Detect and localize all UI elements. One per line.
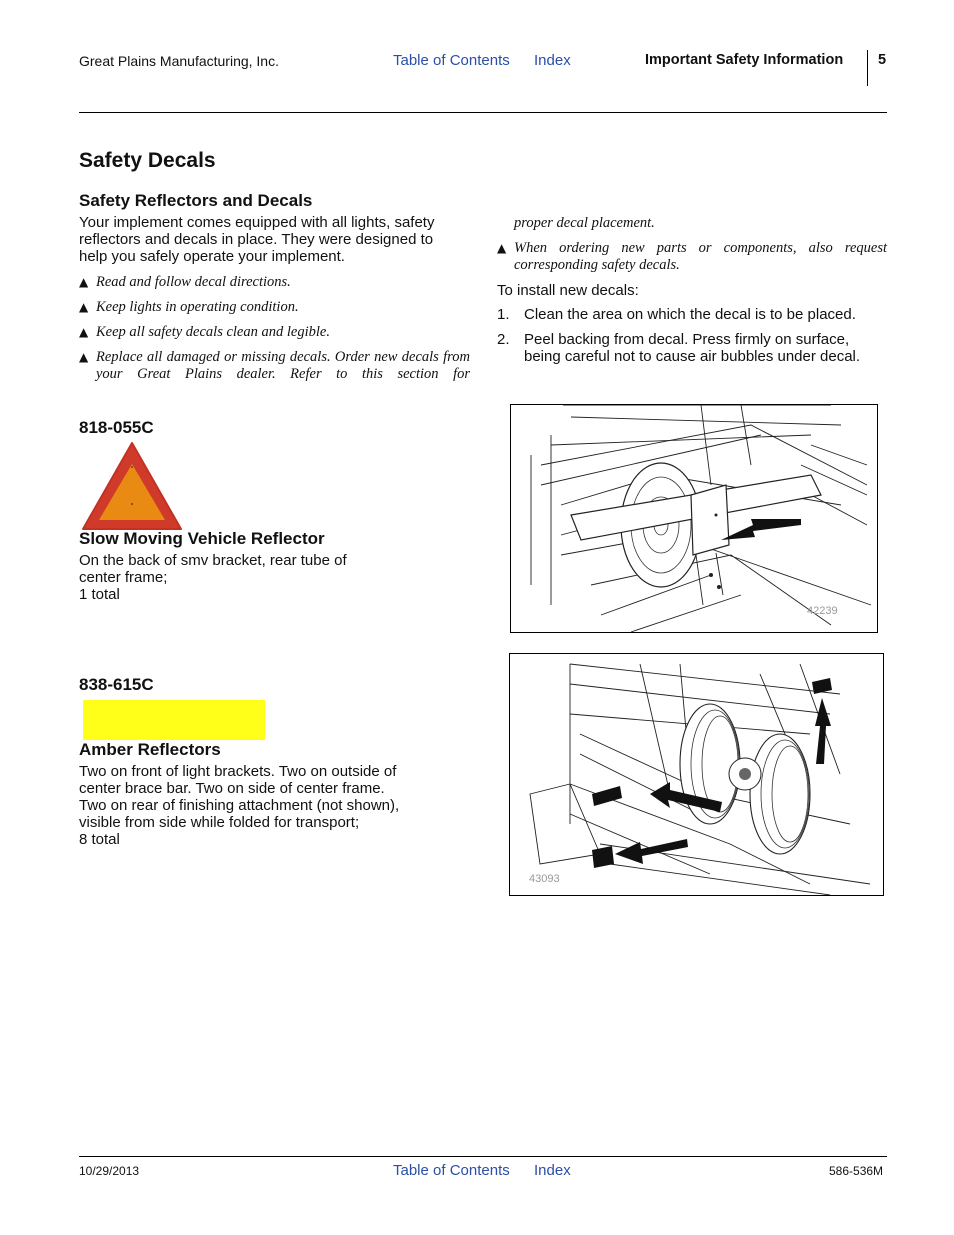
page-number: 5 [878,52,887,68]
smv-reflector-icon [80,440,184,532]
warning-triangle-icon: ▲ [79,275,89,289]
index-link-footer[interactable]: Index [534,1162,571,1179]
decal-description: Two on front of light brackets. Two on outside of center brace bar. Two on side of center frame. Two on rear of finishing attachment (not shown), visible from side while folded for transport; 8 total [79,763,400,848]
warning-triangle-icon: ▲ [497,241,507,255]
figure-amber-locations [509,653,884,896]
decal-name: Slow Moving Vehicle Reflector [79,529,325,548]
decal-name: Amber Reflectors [79,740,221,759]
toc-link-footer[interactable]: Table of Contents [393,1162,510,1179]
warning-triangle-icon: ▲ [79,325,89,339]
figure-smv-location [510,404,878,633]
section-title: Important Safety Information [645,52,844,68]
page-title: Safety Decals [79,149,216,172]
warning-triangle-icon: ▲ [79,350,89,364]
header-divider [867,50,868,86]
warning-triangle-icon: ▲ [79,300,89,314]
step-text: Peel backing from decal. Press firmly on surface, being careful not to cause air bubbles under decal. [524,331,861,365]
subsection-heading: Safety Reflectors and Decals [79,191,313,210]
intro-paragraph: Your implement comes equipped with all lights, safety reflectors and decals in place. They were designed to help you safely operate your implement. [79,214,435,265]
footer-date: 10/29/2013 [79,1164,140,1178]
figure-number: 42239 [807,605,838,617]
decal-part-number: 838-615C [79,675,154,694]
step-number: 2. [497,331,510,348]
bullet-continuation: proper decal placement. [514,215,655,231]
index-link-header[interactable]: Index [534,52,571,69]
company-name: Great Plains Manufacturing, Inc. [79,53,279,69]
figure-number: 43093 [529,873,560,885]
step-number: 1. [497,306,510,323]
decal-description: On the back of smv bracket, rear tube of center frame; 1 total [79,552,347,603]
footer-rule [79,1156,887,1157]
toc-link-header[interactable]: Table of Contents [393,52,510,69]
amber-reflector-swatch [83,700,265,740]
header-rule [79,112,887,113]
step-text: Clean the area on which the decal is to be placed. [524,306,856,323]
install-intro: To install new decals: [497,282,639,299]
frame-drawing [510,654,883,895]
decal-part-number: 818-055C [79,418,154,437]
frame-drawing [511,405,877,632]
footer-doc-number: 586-536M [829,1164,884,1178]
